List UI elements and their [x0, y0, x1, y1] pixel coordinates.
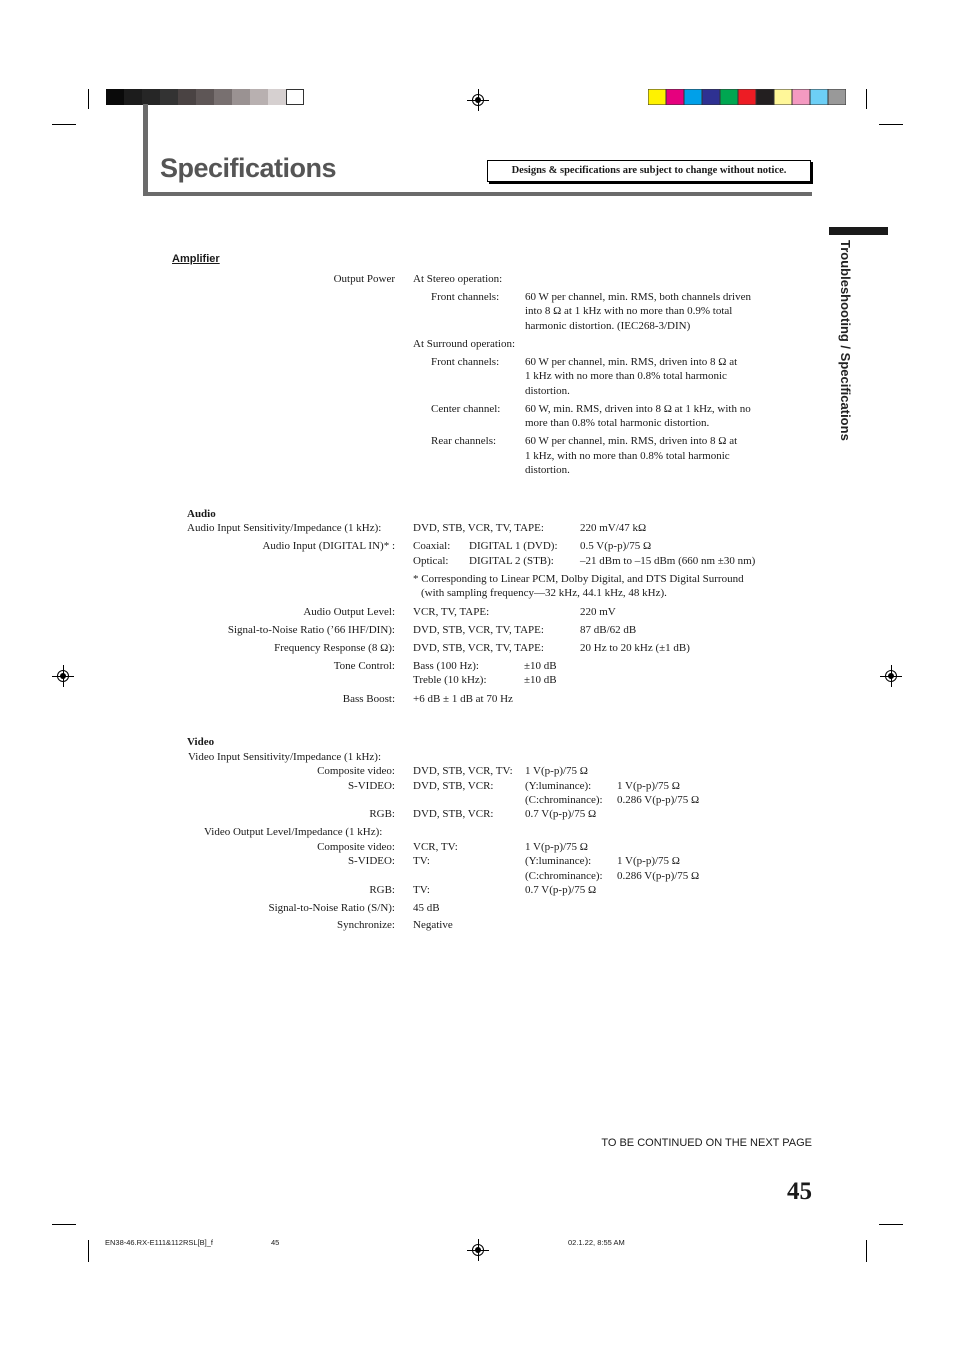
rear-channels-label: Rear channels: [431, 435, 497, 447]
spec-value: 60 W, min. RMS, driven into 8 Ω at 1 kHz, with no [525, 403, 751, 415]
audio-heading: Audio [187, 508, 216, 520]
spec-value: 45 dB [413, 902, 440, 914]
crop-mark [879, 124, 903, 125]
spec-value: 1 V(p-p)/75 Ω [525, 765, 588, 777]
spec-value: 220 mV [580, 606, 616, 618]
spec-source: VCR, TV, TAPE: [413, 606, 490, 618]
spec-value: 87 dB/62 dB [580, 624, 637, 636]
color-swatch [774, 89, 792, 105]
spec-source: DVD, STB, VCR, TV: [413, 765, 513, 777]
crop-mark [88, 1240, 89, 1262]
header-frame-left [143, 104, 148, 196]
color-swatch [160, 89, 178, 105]
spec-label: Audio Output Level: [303, 606, 395, 618]
spec-label: Composite video: [317, 765, 395, 777]
color-swatch [124, 89, 142, 105]
spec-value: 1 kHz with no more than 0.8% total harmonic [525, 370, 727, 382]
color-swatch [196, 89, 214, 105]
spec-source: DVD, STB, VCR: [413, 780, 494, 792]
spec-source: DVD, STB, VCR, TV, TAPE: [413, 522, 544, 534]
spec-label: Audio Input Sensitivity/Impedance (1 kHz): [187, 522, 382, 534]
spec-value: more than 0.8% total harmonic distortion. [525, 417, 710, 429]
footer-page: 45 [271, 1238, 280, 1247]
header-frame-bottom [143, 192, 812, 196]
spec-value: 0.7 V(p-p)/75 Ω [525, 884, 597, 896]
spec-value: 0.7 V(p-p)/75 Ω [525, 808, 597, 820]
spec-label: Bass Boost: [342, 693, 395, 705]
stereo-label: At Stereo operation: [413, 273, 503, 285]
spec-label: Composite video: [317, 841, 395, 853]
spec-label: RGB: [369, 808, 395, 820]
crop-mark [52, 124, 76, 125]
registration-mark-icon [470, 1242, 486, 1258]
spec-value: 0.286 V(p-p)/75 Ω [617, 794, 700, 806]
color-swatch [178, 89, 196, 105]
spec-value: ±10 dB [524, 674, 557, 686]
spec-source: VCR, TV: [413, 841, 458, 853]
color-swatch [702, 89, 720, 105]
spec-source: DIGITAL 2 (STB): [469, 555, 554, 567]
amplifier-heading: Amplifier [172, 253, 220, 265]
spec-sublabel: (Y:luminance): [525, 780, 592, 792]
spec-value: harmonic distortion. (IEC268-3/DIN) [525, 320, 691, 332]
spec-source: TV: [413, 884, 430, 896]
spec-source: DVD, STB, VCR, TV, TAPE: [413, 642, 544, 654]
spec-source: DVD, STB, VCR: [413, 808, 494, 820]
color-swatch [214, 89, 232, 105]
spec-source: DVD, STB, VCR, TV, TAPE: [413, 624, 544, 636]
color-swatch [666, 89, 684, 105]
color-swatch [792, 89, 810, 105]
spec-label: Video Output Level/Impedance (1 kHz): [204, 826, 383, 838]
spec-value: 60 W per channel, min. RMS, driven into 8 Ω at [525, 356, 738, 368]
video-heading: Video [187, 736, 215, 748]
crop-mark [866, 89, 867, 109]
spec-source: Treble (10 kHz): [413, 674, 487, 686]
color-swatch [106, 89, 124, 105]
color-swatch [648, 89, 666, 105]
crop-mark [52, 1224, 76, 1225]
registration-mark-icon [883, 668, 899, 684]
color-swatch [738, 89, 756, 105]
color-swatch [142, 89, 160, 105]
color-swatch [286, 89, 304, 105]
spec-sublabel: (Y:luminance): [525, 855, 592, 867]
output-power-label: Output Power [333, 273, 395, 285]
center-channel-label: Center channel: [431, 403, 501, 415]
spec-value: 0.286 V(p-p)/75 Ω [617, 870, 700, 882]
spec-label: S-VIDEO: [347, 855, 395, 867]
continued-note: TO BE CONTINUED ON THE NEXT PAGE [601, 1137, 812, 1149]
spec-value: 1 V(p-p)/75 Ω [617, 780, 680, 792]
spec-label: RGB: [369, 884, 395, 896]
spec-label: Audio Input (DIGITAL IN)* : [262, 540, 395, 552]
spec-source: Bass (100 Hz): [413, 660, 479, 672]
crop-mark [866, 1240, 867, 1262]
spec-label: Frequency Response (8 Ω): [274, 642, 395, 654]
front-channels-label: Front channels: [431, 356, 500, 368]
footnote: (with sampling frequency—32 kHz, 44.1 kHz, 48 kHz). [421, 587, 667, 599]
spec-value: –21 dBm to –15 dBm (660 nm ±30 nm) [580, 555, 756, 567]
sidebar-tab [829, 227, 888, 235]
page-number: 45 [787, 1178, 812, 1205]
footer-timestamp: 02.1.22, 8:55 AM [568, 1238, 625, 1247]
registration-mark-icon [470, 92, 486, 108]
spec-value: Negative [413, 919, 453, 931]
spec-source: Optical: [413, 555, 449, 567]
spec-value: 60 W per channel, min. RMS, driven into 8 Ω at [525, 435, 738, 447]
spec-value: 0.5 V(p-p)/75 Ω [580, 540, 652, 552]
spec-label: S-VIDEO: [347, 780, 395, 792]
spec-sublabel: (C:chrominance): [525, 794, 603, 806]
crop-mark [88, 89, 89, 109]
spec-label: Video Input Sensitivity/Impedance (1 kHz): [188, 751, 382, 763]
spec-source: Coaxial: [413, 540, 451, 552]
color-swatch [268, 89, 286, 105]
spec-value: 1 V(p-p)/75 Ω [525, 841, 588, 853]
notice-box: Designs & specifications are subject to change without notice. [487, 160, 811, 182]
spec-label: Synchronize: [336, 919, 395, 931]
spec-value: 60 W per channel, min. RMS, both channels driven [525, 291, 751, 303]
color-swatch [828, 89, 846, 105]
spec-value: 20 Hz to 20 kHz (±1 dB) [580, 642, 690, 654]
color-swatch [810, 89, 828, 105]
footer-filename: EN38-46.RX-E111&112RSL[B]_f [105, 1238, 213, 1247]
color-swatch [720, 89, 738, 105]
page-title: Specifications [160, 153, 337, 183]
spec-value: ±10 dB [524, 660, 557, 672]
spec-label: Signal-to-Noise Ratio (’66 IHF/DIN): [227, 624, 395, 636]
spec-source: TV: [413, 855, 430, 867]
spec-value: distortion. [525, 464, 570, 476]
color-swatch [756, 89, 774, 105]
surround-label: At Surround operation: [413, 338, 516, 350]
footnote: * Corresponding to Linear PCM, Dolby Digital, and DTS Digital Surround [413, 573, 744, 585]
color-swatch [232, 89, 250, 105]
color-swatch [684, 89, 702, 105]
sidebar-section-label: Troubleshooting / Specifications [838, 240, 853, 441]
spec-sublabel: (C:chrominance): [525, 870, 603, 882]
spec-label: Signal-to-Noise Ratio (S/N): [268, 902, 395, 914]
crop-mark [879, 1224, 903, 1225]
spec-source: DIGITAL 1 (DVD): [469, 540, 558, 552]
spec-value: 1 V(p-p)/75 Ω [617, 855, 680, 867]
spec-value: distortion. [525, 385, 570, 397]
color-swatch [250, 89, 268, 105]
spec-value: +6 dB ± 1 dB at 70 Hz [413, 693, 513, 705]
spec-value: 220 mV/47 kΩ [580, 522, 647, 534]
spec-value: 1 kHz, with no more than 0.8% total harmonic [525, 450, 730, 462]
front-channels-label: Front channels: [431, 291, 500, 303]
spec-value: into 8 Ω at 1 kHz with no more than 0.9% total [525, 305, 733, 317]
registration-mark-icon [55, 668, 71, 684]
spec-label: Tone Control: [333, 660, 395, 672]
